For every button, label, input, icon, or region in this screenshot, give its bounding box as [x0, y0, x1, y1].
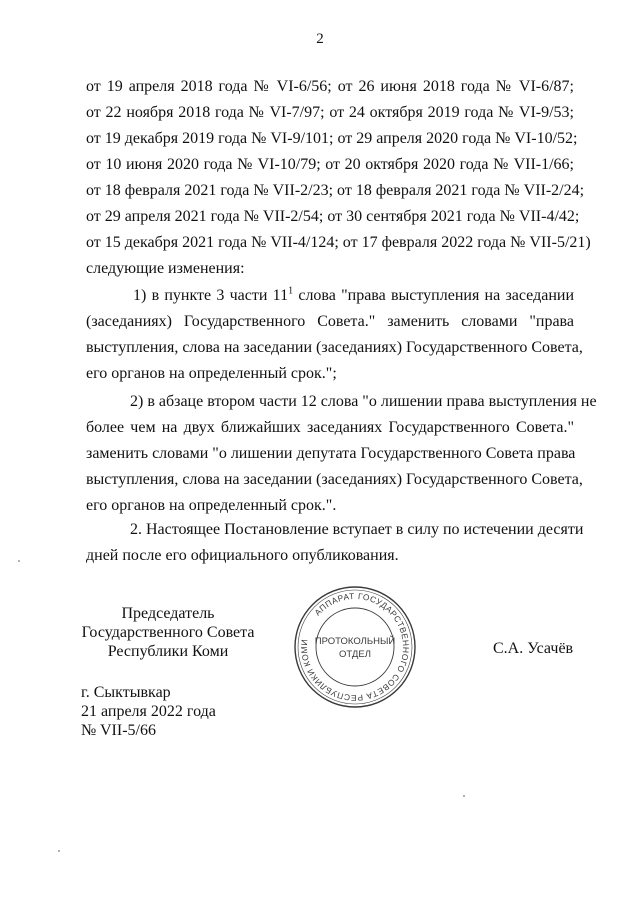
text-line: более чем на двух ближайших заседаниях Государственного Совета."	[86, 419, 574, 436]
text-line: от 18 февраля 2021 года № VII-2/23; от 18 февраля 2021 года № VII-2/24;	[86, 182, 585, 199]
text-line: от 22 ноября 2018 года № VI-7/97; от 24 октября 2019 года № VI-9/53;	[86, 104, 574, 121]
text-line: от 29 апреля 2021 года № VII-2/54; от 30 сентября 2021 года № VII-4/42;	[86, 208, 580, 225]
item-1-text-end: слова "права выступления на заседании	[293, 287, 574, 304]
text-line: его органов на определенный срок.";	[86, 365, 337, 382]
signatory-title-line: Председатель	[121, 605, 215, 622]
text-line: дней после его официального опубликования.	[86, 547, 399, 564]
stamp-outer-ring	[295, 587, 415, 707]
amendment-item-1	[86, 283, 583, 387]
official-stamp	[292, 584, 418, 710]
text-line: от 19 декабря 2019 года № VI-9/101; от 29 апреля 2020 года № VI-10/52;	[86, 130, 578, 147]
item-1-text-start: 1) в пункте 3 части 11	[133, 287, 289, 304]
stamp-ring-text	[292, 584, 418, 710]
place-date-number	[81, 683, 216, 740]
signatory-title-line: Государственного Совета	[81, 624, 255, 641]
signatory-name: С.А. Усачёв	[493, 640, 574, 657]
text-line: 2) в абзаце втором части 12 слова "о лишении права выступления не	[130, 393, 597, 410]
stamp-center-line-1: ПРОТОКОЛЬНЫЙ	[314, 636, 396, 647]
text-line: выступления, слова на заседании (заседаниях) Государственного Совета,	[86, 339, 583, 356]
clause-2	[86, 517, 584, 569]
text-line: следующие изменения:	[86, 260, 245, 277]
signatory-title-line: Республики Коми	[107, 643, 229, 660]
text-line: от 15 декабря 2021 года № VII-4/124; от 17 февраля 2022 года № VII-5/21)	[86, 234, 591, 251]
scan-speck	[18, 560, 20, 562]
stamp-ring-text-path: АППАРАТ ГОСУДАРСТВЕННОГО СОВЕТА РЕСПУБЛИКИ КОМИ	[298, 590, 412, 704]
text-line: его органов на определенный срок.".	[86, 497, 337, 514]
scan-speck	[463, 795, 465, 797]
scan-speck	[58, 850, 60, 852]
stamp-inner-ring	[298, 590, 412, 704]
page-number: 2	[316, 31, 324, 47]
date-line: 21 апреля 2022 года	[81, 703, 216, 720]
text-line: заменить словами "о лишении депутата Государственного Совета права	[86, 445, 576, 462]
superscript: 1	[288, 285, 294, 297]
text-line: выступления, слова на заседании (заседаниях) Государственного Совета,	[86, 471, 583, 488]
stamp-center-line-2: ОТДЕЛ	[339, 649, 371, 660]
stamp-center-ring	[316, 608, 394, 686]
text-line: от 19 апреля 2018 года № VI-6/56; от 26 июня 2018 года № VI-6/87;	[86, 78, 574, 95]
text-line: 2. Настоящее Постановление вступает в силу по истечении десяти	[130, 521, 584, 538]
text-line: (заседаниях) Государственного Совета." заменить словами "права	[86, 313, 574, 330]
item-1-first-line	[86, 283, 574, 309]
amendment-list-continuation	[86, 74, 591, 282]
place-line: г. Сыктывкар	[81, 684, 171, 701]
document-number-line: № VII-5/66	[81, 722, 156, 739]
amendment-item-2	[86, 389, 597, 519]
signatory-title	[78, 604, 258, 661]
text-line: от 10 июня 2020 года № VI-10/79; от 20 октября 2020 года № VII-1/66;	[86, 156, 574, 173]
